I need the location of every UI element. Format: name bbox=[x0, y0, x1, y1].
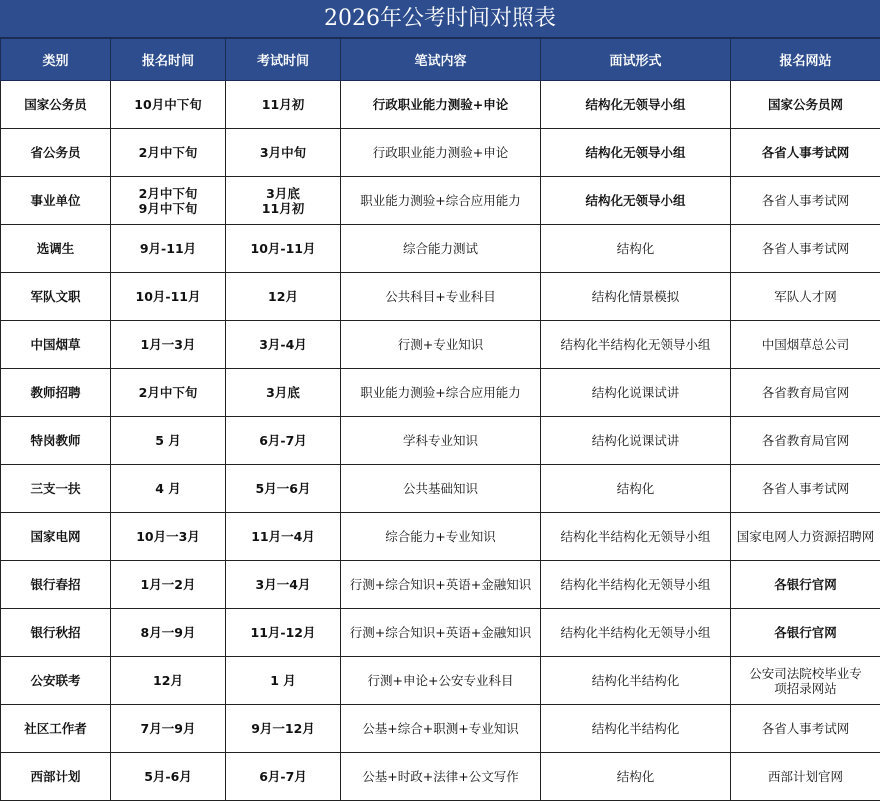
cell-registration-time: 9月-11月 bbox=[111, 225, 226, 273]
cell-written-content: 行政职业能力测验+申论 bbox=[341, 81, 541, 129]
cell-registration-site: 各省教育局官网 bbox=[731, 417, 880, 465]
table-row bbox=[1, 417, 880, 465]
cell-written-content: 行测+专业知识 bbox=[341, 321, 541, 369]
cell-exam-time: 11月一4月 bbox=[226, 513, 341, 561]
table-row bbox=[1, 561, 880, 609]
cell-exam-time: 6月-7月 bbox=[226, 753, 341, 801]
table-row bbox=[1, 177, 880, 225]
cell-interview-format: 结构化半结构化 bbox=[541, 657, 731, 705]
cell-category: 事业单位 bbox=[1, 177, 111, 225]
cell-exam-time: 6月-7月 bbox=[226, 417, 341, 465]
cell-registration-site: 各银行官网 bbox=[731, 609, 880, 657]
cell-registration-site: 国家公务员网 bbox=[731, 81, 880, 129]
cell-registration-site: 公安司法院校毕业专 项招录网站 bbox=[731, 657, 880, 705]
cell-interview-format: 结构化无领导小组 bbox=[541, 81, 731, 129]
cell-registration-time: 2月中下旬 9月中下旬 bbox=[111, 177, 226, 225]
table-row bbox=[1, 129, 880, 177]
cell-category: 国家公务员 bbox=[1, 81, 111, 129]
cell-category: 国家电网 bbox=[1, 513, 111, 561]
cell-registration-site: 国家电网人力资源招聘网 bbox=[731, 513, 880, 561]
page-title: 2026年公考时间对照表 bbox=[0, 0, 880, 38]
cell-interview-format: 结构化半结构化无领导小组 bbox=[541, 321, 731, 369]
cell-category: 省公务员 bbox=[1, 129, 111, 177]
cell-registration-time: 2月中下旬 bbox=[111, 129, 226, 177]
cell-registration-time: 10月-11月 bbox=[111, 273, 226, 321]
cell-registration-site: 中国烟草总公司 bbox=[731, 321, 880, 369]
cell-interview-format: 结构化 bbox=[541, 465, 731, 513]
cell-category: 银行春招 bbox=[1, 561, 111, 609]
cell-interview-format: 结构化 bbox=[541, 753, 731, 801]
cell-written-content: 行政职业能力测验+申论 bbox=[341, 129, 541, 177]
table-row bbox=[1, 609, 880, 657]
table-row bbox=[1, 657, 880, 705]
cell-written-content: 公基+综合+职测+专业知识 bbox=[341, 705, 541, 753]
cell-registration-time: 1月一3月 bbox=[111, 321, 226, 369]
table-row bbox=[1, 321, 880, 369]
cell-registration-time: 7月一9月 bbox=[111, 705, 226, 753]
cell-exam-time: 9月一12月 bbox=[226, 705, 341, 753]
column-header-registration-time: 报名时间 bbox=[111, 39, 226, 81]
cell-interview-format: 结构化半结构化无领导小组 bbox=[541, 513, 731, 561]
column-header-registration-site: 报名网站 bbox=[731, 39, 880, 81]
table-row bbox=[1, 81, 880, 129]
table-row bbox=[1, 753, 880, 801]
cell-registration-time: 4 月 bbox=[111, 465, 226, 513]
table-row bbox=[1, 513, 880, 561]
table-row bbox=[1, 273, 880, 321]
column-header-exam-time: 考试时间 bbox=[226, 39, 341, 81]
cell-written-content: 职业能力测验+综合应用能力 bbox=[341, 177, 541, 225]
cell-category: 三支一扶 bbox=[1, 465, 111, 513]
cell-interview-format: 结构化说课试讲 bbox=[541, 417, 731, 465]
cell-interview-format: 结构化半结构化无领导小组 bbox=[541, 609, 731, 657]
cell-exam-time: 12月 bbox=[226, 273, 341, 321]
cell-category: 银行秋招 bbox=[1, 609, 111, 657]
cell-written-content: 行测+综合知识+英语+金融知识 bbox=[341, 609, 541, 657]
cell-written-content: 职业能力测验+综合应用能力 bbox=[341, 369, 541, 417]
cell-category: 公安联考 bbox=[1, 657, 111, 705]
cell-registration-time: 12月 bbox=[111, 657, 226, 705]
table-row bbox=[1, 225, 880, 273]
cell-interview-format: 结构化无领导小组 bbox=[541, 177, 731, 225]
cell-registration-site: 各省人事考试网 bbox=[731, 225, 880, 273]
cell-written-content: 学科专业知识 bbox=[341, 417, 541, 465]
cell-registration-time: 2月中下旬 bbox=[111, 369, 226, 417]
column-header-interview-format: 面试形式 bbox=[541, 39, 731, 81]
cell-written-content: 行测+综合知识+英语+金融知识 bbox=[341, 561, 541, 609]
cell-interview-format: 结构化 bbox=[541, 225, 731, 273]
table-row bbox=[1, 465, 880, 513]
cell-exam-time: 3月-4月 bbox=[226, 321, 341, 369]
cell-written-content: 综合能力测试 bbox=[341, 225, 541, 273]
column-header-category: 类别 bbox=[1, 39, 111, 81]
exam-schedule-table bbox=[0, 38, 880, 801]
cell-registration-time: 10月一3月 bbox=[111, 513, 226, 561]
cell-category: 选调生 bbox=[1, 225, 111, 273]
cell-registration-site: 各省人事考试网 bbox=[731, 465, 880, 513]
cell-category: 中国烟草 bbox=[1, 321, 111, 369]
cell-written-content: 公共基础知识 bbox=[341, 465, 541, 513]
cell-registration-site: 军队人才网 bbox=[731, 273, 880, 321]
table-row bbox=[1, 369, 880, 417]
cell-registration-site: 各省人事考试网 bbox=[731, 129, 880, 177]
cell-exam-time: 11月初 bbox=[226, 81, 341, 129]
cell-written-content: 公基+时政+法律+公文写作 bbox=[341, 753, 541, 801]
cell-exam-time: 5月一6月 bbox=[226, 465, 341, 513]
cell-category: 教师招聘 bbox=[1, 369, 111, 417]
cell-exam-time: 10月-11月 bbox=[226, 225, 341, 273]
cell-exam-time: 3月一4月 bbox=[226, 561, 341, 609]
cell-registration-site: 各银行官网 bbox=[731, 561, 880, 609]
cell-category: 特岗教师 bbox=[1, 417, 111, 465]
cell-interview-format: 结构化说课试讲 bbox=[541, 369, 731, 417]
cell-category: 社区工作者 bbox=[1, 705, 111, 753]
cell-registration-time: 8月一9月 bbox=[111, 609, 226, 657]
cell-category: 军队文职 bbox=[1, 273, 111, 321]
cell-registration-time: 10月中下旬 bbox=[111, 81, 226, 129]
cell-written-content: 公共科目+专业科目 bbox=[341, 273, 541, 321]
cell-exam-time: 1 月 bbox=[226, 657, 341, 705]
cell-registration-site: 各省人事考试网 bbox=[731, 177, 880, 225]
cell-exam-time: 11月-12月 bbox=[226, 609, 341, 657]
header-row bbox=[1, 39, 880, 81]
cell-registration-time: 5 月 bbox=[111, 417, 226, 465]
cell-written-content: 综合能力+专业知识 bbox=[341, 513, 541, 561]
cell-registration-site: 各省教育局官网 bbox=[731, 369, 880, 417]
cell-registration-time: 1月一2月 bbox=[111, 561, 226, 609]
cell-interview-format: 结构化半结构化无领导小组 bbox=[541, 561, 731, 609]
table-row bbox=[1, 705, 880, 753]
cell-written-content: 行测+申论+公安专业科目 bbox=[341, 657, 541, 705]
cell-interview-format: 结构化无领导小组 bbox=[541, 129, 731, 177]
cell-registration-site: 各省人事考试网 bbox=[731, 705, 880, 753]
cell-exam-time: 3月底 11月初 bbox=[226, 177, 341, 225]
cell-registration-site: 西部计划官网 bbox=[731, 753, 880, 801]
cell-exam-time: 3月中旬 bbox=[226, 129, 341, 177]
cell-registration-time: 5月-6月 bbox=[111, 753, 226, 801]
cell-interview-format: 结构化情景模拟 bbox=[541, 273, 731, 321]
cell-interview-format: 结构化半结构化 bbox=[541, 705, 731, 753]
cell-exam-time: 3月底 bbox=[226, 369, 341, 417]
cell-category: 西部计划 bbox=[1, 753, 111, 801]
column-header-written-content: 笔试内容 bbox=[341, 39, 541, 81]
